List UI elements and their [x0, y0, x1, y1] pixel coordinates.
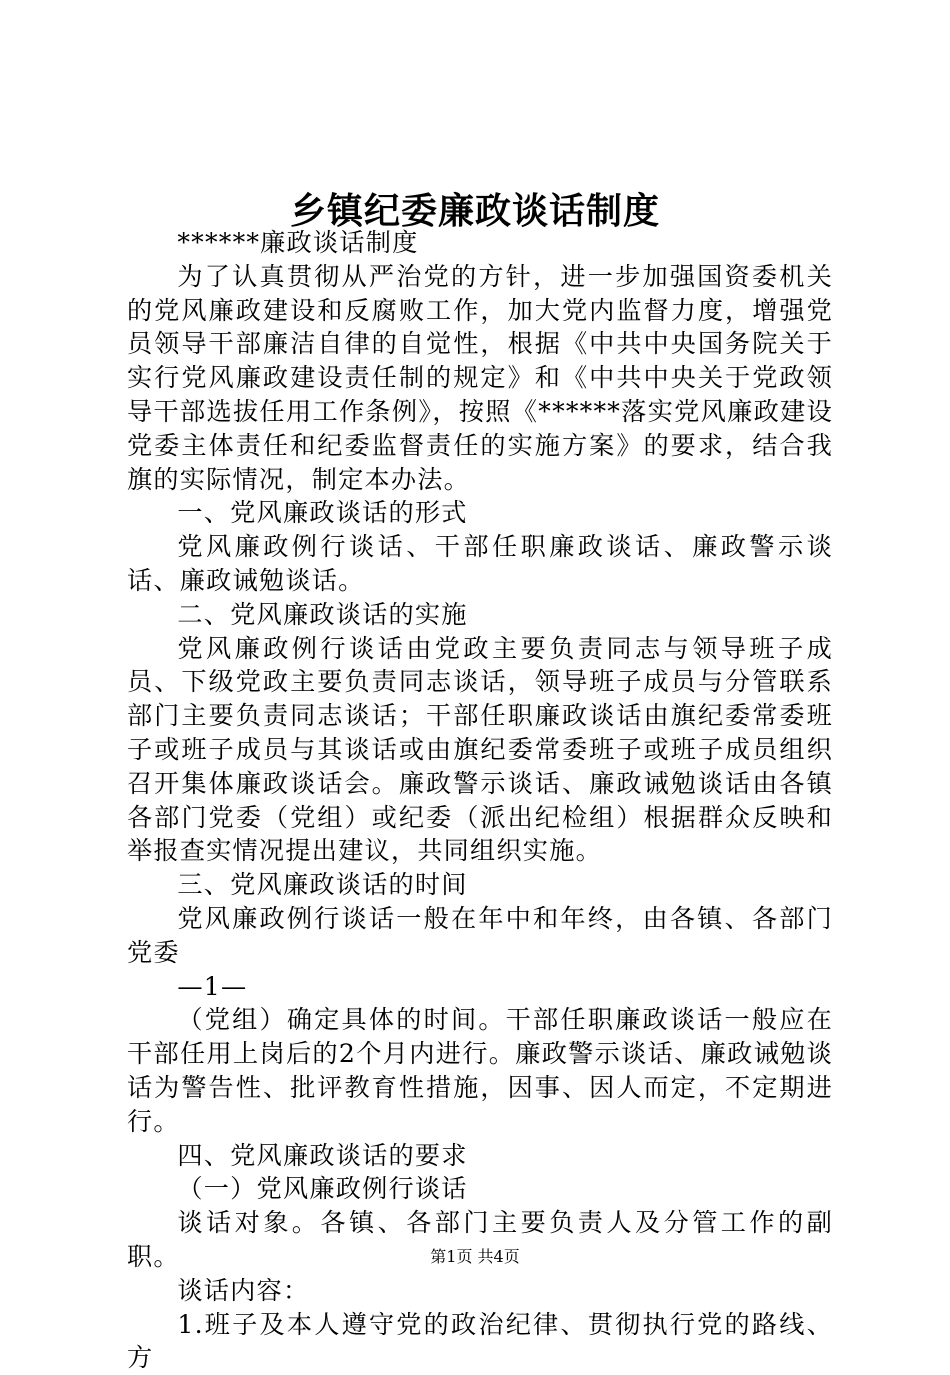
section-heading-4: 四、党风廉政谈话的要求 [127, 1139, 833, 1173]
subsection-heading-1: （一）党风廉政例行谈话 [127, 1172, 833, 1206]
section-heading-3: 三、党风廉政谈话的时间 [127, 868, 833, 902]
section-heading-1: 一、党风廉政谈话的形式 [127, 496, 833, 530]
paragraph-target: 谈话对象。各镇、各部门主要负责人及分管工作的副职。 [127, 1206, 833, 1274]
section-heading-2: 二、党风廉政谈话的实施 [127, 598, 833, 632]
document-title: 乡镇纪委廉政谈话制度 [0, 183, 950, 234]
page-number-footer: 第1页 共4页 [0, 1244, 950, 1267]
paragraph-forms: 党风廉政例行谈话、干部任职廉政谈话、廉政警示谈话、廉政诫勉谈话。 [127, 530, 833, 598]
doc-subtitle: ******廉政谈话制度 [127, 226, 833, 260]
paragraph-implementation: 党风廉政例行谈话由党政主要负责同志与领导班子成员、下级党政主要负责同志谈话，领导班子成员与分管联系部门主要负责同志谈话；干部任职廉政谈话由旗纪委常委班子或班子成员与其谈话或由旗纪委常委班子或班子成员组织召开集体廉政谈话会。廉政警示谈话、廉政诫勉谈话由各镇各部门党委（党组）或纪委（派出纪检组）根据群众反映和举报查实情况提出建议，共同组织实施。 [127, 632, 833, 869]
inline-page-marker: —1— [127, 970, 833, 1004]
list-item-1: 1.班子及本人遵守党的政治纪律、贯彻执行党的路线、方 [127, 1308, 833, 1375]
paragraph-content-label: 谈话内容： [127, 1274, 833, 1308]
paragraph-time: 党风廉政例行谈话一般在年中和年终，由各镇、各部门党委 [127, 902, 833, 970]
paragraph-intro: 为了认真贯彻从严治党的方针，进一步加强国资委机关的党风廉政建设和反腐败工作，加大党内监督力度，增强党员领导干部廉洁自律的自觉性，根据《中共中央国务院关于实行党风廉政建设责任制的规定》和《中共中央关于党政领导干部选拔任用工作条例》，按照《******落实党风廉政建设党委主体责任和纪委监督责任的实施方案》的要求，结合我旗的实际情况，制定本办法。 [127, 260, 833, 497]
document-body [127, 226, 833, 1375]
paragraph-time-continued: （党组）确定具体的时间。干部任职廉政谈话一般应在干部任用上岗后的2个月内进行。廉政警示谈话、廉政诫勉谈话为警告性、批评教育性措施，因事、因人而定，不定期进行。 [127, 1003, 833, 1138]
